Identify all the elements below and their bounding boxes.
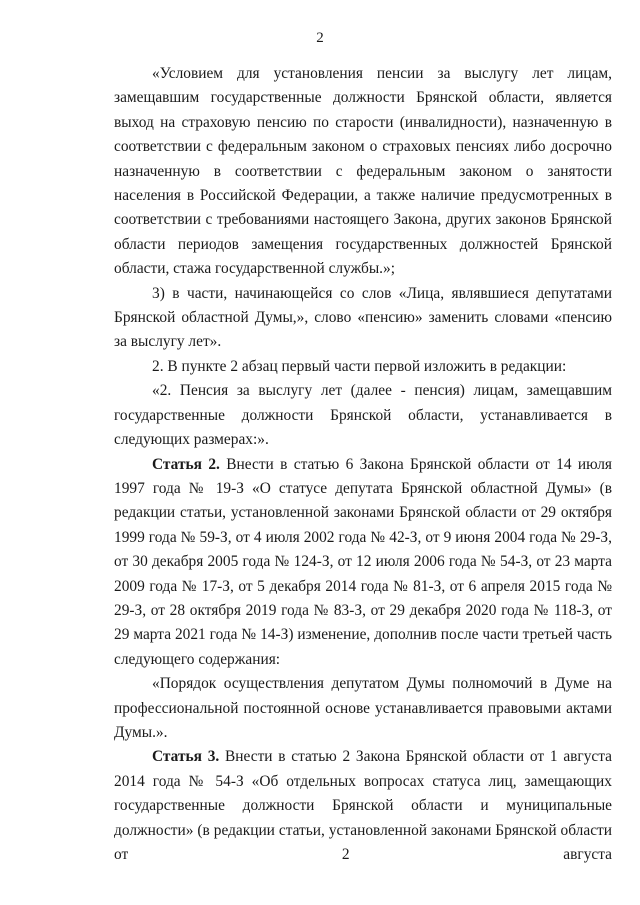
- paragraph-text: Внести в статью 2 Закона Брянской области от 1 августа 2014 года № 54-З «Об отдельных вопросах статуса лиц, замещающих государственные должности Брянской области и муниципальные должности» (в редакции статьи, установленной законами Брянской области от 2 августа: [114, 748, 613, 863]
- paragraph-article-3: [114, 745, 612, 867]
- paragraph-text: 2. В пункте 2 абзац первый части первой изложить в редакции:: [152, 357, 567, 375]
- paragraph-item-3: [114, 282, 612, 355]
- paragraph-text: Внести в статью 6 Закона Брянской области от 14 июля 1997 года № 19-З «О статусе депутата Брянской областной Думы» (в редакции статьи, установленной законами Брянской области от 29 октября 1999 года № 59-З, от 4 июля 2002 года № 42-З, от 9 июня 2004 года № 29-З, от 30 декабря 2005 года № 124-З, от 12 июля 2006 года № 54-З, от 23 марта 2009 года № 17-З, от 5 декабря 2014 года № 81-З, от 6 апреля 2015 года № 29-З, от 28 октября 2019 года № 83-З, от 29 декабря 2020 года № 118-З, от 29 марта 2021 года № 14-З) изменение, дополнив после части третьей часть следующего содержания:: [114, 455, 613, 668]
- paragraph-point-2: [114, 355, 612, 379]
- article-heading: Статья 3.: [152, 748, 220, 766]
- paragraph-text: «Условием для установления пенсии за выслугу лет лицам, замещавшим государственные должности Брянской области, является выход на страховую пенсию по старости (инвалидности), назначенную в соответствии с федеральным законом о страховых пенсиях либо досрочно назначенную в соответствии с федеральным законом о занятости населения в Российской Федерации, а также наличие предусмотренных в соответствии с требованиями настоящего Закона, других законов Брянской области периодов замещения государственных должностей Брянской области, стажа государственной службы.»;: [114, 65, 612, 278]
- paragraph-article-2: [114, 453, 612, 673]
- paragraph-text: «Порядок осуществления депутатом Думы полномочий в Думе на профессиональной постоянной основе устанавливается правовыми актами Думы.».: [114, 675, 612, 741]
- paragraph-pension-amount: [114, 379, 612, 452]
- paragraph-deputy-procedure: [114, 672, 612, 745]
- document-body: [114, 62, 612, 867]
- article-heading: Статья 2.: [152, 455, 220, 473]
- paragraph-text: 3) в части, начинающейся со слов «Лица, являвшиеся депутатами Брянской областной Думы,», слово «пенсию» заменить словами «пенсию за выслугу лет».: [114, 284, 612, 351]
- page-number: 2: [316, 30, 324, 46]
- paragraph-text: «2. Пенсия за выслугу лет (далее - пенсия) лицам, замещавшим государственные должности Брянской области, устанавливается в следующих размерах:».: [114, 382, 612, 449]
- paragraph-pension-condition: [114, 62, 612, 282]
